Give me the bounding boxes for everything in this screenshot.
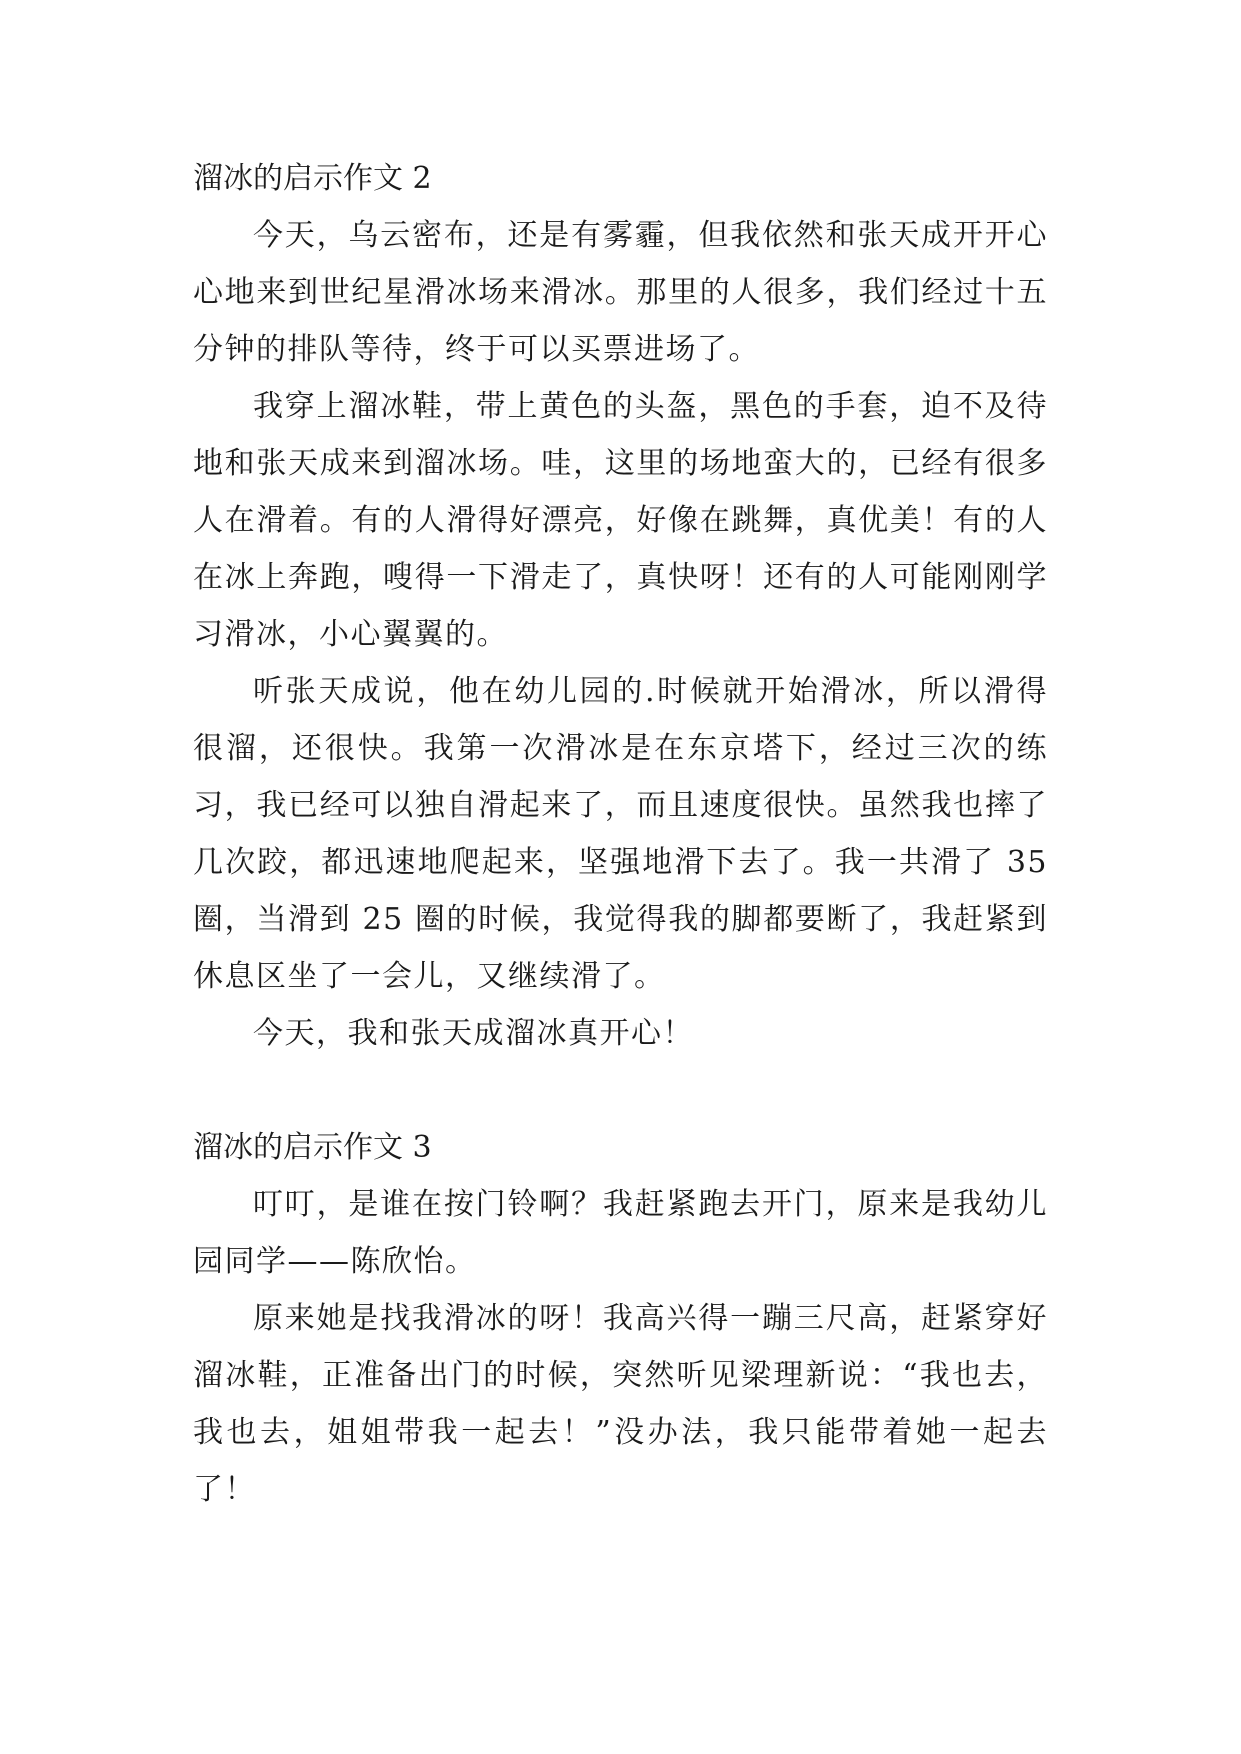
- paragraph: 今天，我和张天成溜冰真开心！: [253, 1016, 694, 1051]
- paragraph: 今天，乌云密布，还是有雾霾，但我依然和张天成开开心心地来到世纪星滑冰场来滑冰。那里的人很多，我们经过十五分钟的排队等待，终于可以买票进场了。: [193, 218, 1048, 367]
- paragraph: 听张天成说，他在幼儿园的.时候就开始滑冰，所以滑得很溜，还很快。我第一次滑冰是在东京塔下，经过三次的练习，我已经可以独自滑起来了，而且速度很快。虽然我也摔了几次跤，都迅速地爬起来，坚强地滑下去了。我一共滑了 35 圈，当滑到 25 圈的时候，我觉得我的脚都要断了，我赶紧到休息区坐了一会儿，又继续滑了。: [193, 674, 1048, 994]
- paragraph: 叮叮，是谁在按门铃啊？我赶紧跑去开门，原来是我幼儿园同学——陈欣怡。: [193, 1187, 1048, 1279]
- paragraph: 我穿上溜冰鞋，带上黄色的头盔，黑色的手套，迫不及待地和张天成来到溜冰场。哇，这里的场地蛮大的，已经有很多人在滑着。有的人滑得好漂亮，好像在跳舞，真优美！有的人在冰上奔跑，嗖得一下滑走了，真快呀！还有的人可能刚刚学习滑冰，小心翼翼的。: [193, 389, 1048, 652]
- section-gap: [193, 1062, 1048, 1119]
- essay-section-2: [193, 150, 1048, 1062]
- section-heading: 溜冰的启示作文 2: [193, 161, 432, 196]
- paragraph: 原来她是找我滑冰的呀！我高兴得一蹦三尺高，赶紧穿好溜冰鞋，正准备出门的时候，突然听见梁理新说：“我也去，我也去，姐姐带我一起去！”没办法，我只能带着她一起去了！: [193, 1301, 1048, 1507]
- essay-section-3: [193, 1119, 1048, 1518]
- section-heading: 溜冰的启示作文 3: [193, 1130, 432, 1165]
- document-page: [193, 150, 1048, 1518]
